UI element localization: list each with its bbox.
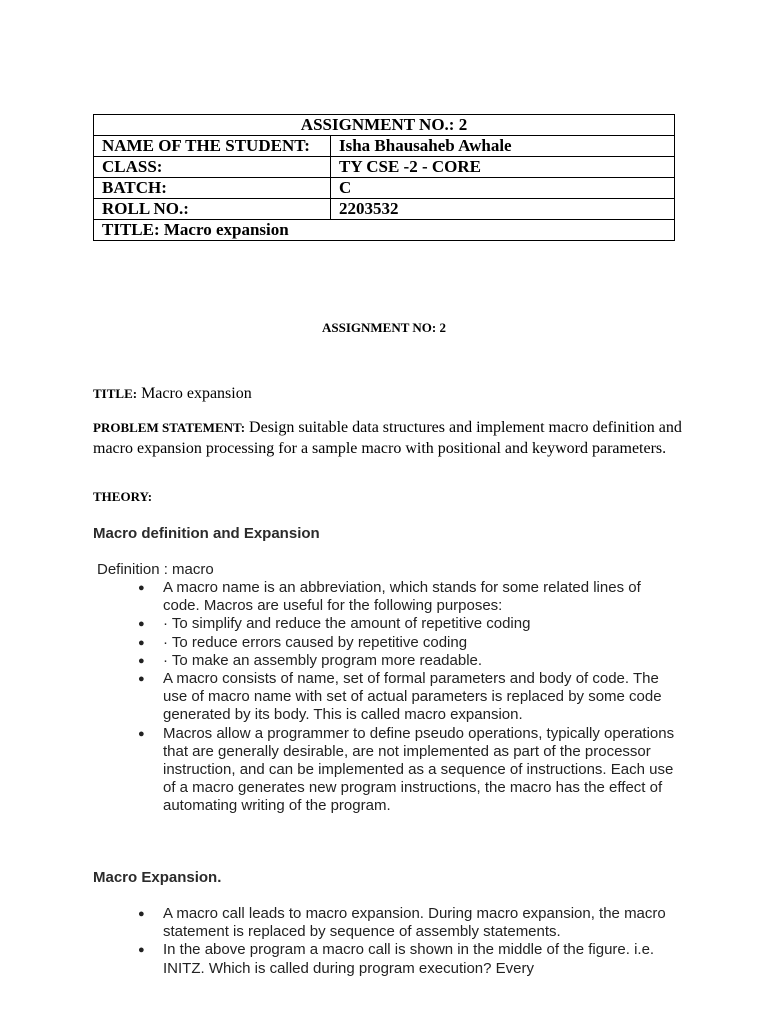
list-item-text: A macro name is an abbreviation, which stands for some related lines of code. Macros are useful for the following purposes: [163,579,641,615]
list-item-text: A macro call leads to macro expansion. During macro expansion, the macro statement is replaced by sequence of assembly statements. [163,905,666,941]
expansion-bullet-list [138,905,678,978]
list-item [138,670,678,725]
list-item [138,905,678,941]
batch-label: BATCH: [94,178,331,199]
problem-statement-text: Design suitable data structures and implement macro definition and macro expansion processing for a sample macro with positional and keyword parameters. [93,419,682,457]
definition-bullet-list [138,579,678,816]
theory-label: THEORY: [93,489,153,504]
title-label: TITLE: [93,386,138,401]
batch-value: C [331,178,675,199]
student-name-label: NAME OF THE STUDENT: [94,136,331,157]
list-item-text: Macros allow a programmer to define pseudo operations, typically operations that are generally desirable, are not implemented as part of the processor instruction, and can be implemented as a sequence of instructions. Each use of a macro generates new program instructions, the macro has the effect of automating writing of the program. [163,724,675,815]
list-item-text: A macro consists of name, set of formal parameters and body of code. The use of macro name with set of actual parameters is replaced by some code generated by its body. This is called macro expansion. [163,670,662,724]
table-row [94,136,675,157]
table-title-row-text: TITLE: Macro expansion [94,220,675,241]
table-row [94,199,675,220]
table-row [94,178,675,199]
assignment-heading: ASSIGNMENT NO: 2 [321,320,446,335]
table-row [94,220,675,241]
list-item [138,615,678,633]
class-label: CLASS: [94,157,331,178]
list-item [138,579,678,615]
bullet-icon: ● [138,944,145,957]
class-value: TY CSE -2 - CORE [331,157,675,178]
bullet-icon: ● [138,636,145,649]
title-line [93,385,252,403]
table-title: ASSIGNMENT NO.: 2 [94,115,675,136]
list-item [138,725,678,816]
roll-no-value: 2203532 [331,199,675,220]
list-item [138,652,678,670]
list-item [138,634,678,652]
definition-label: Definition : macro [97,561,214,578]
bullet-icon: ● [138,908,145,920]
section-heading-macro-expansion: Macro Expansion. [93,869,222,886]
list-item-text: · To simplify and reduce the amount of repetitive coding [163,615,531,633]
problem-statement [93,417,683,459]
list-item-text: In the above program a macro call is shown in the middle of the figure. i.e. INITZ. Which is called during program execution? Every [163,941,655,977]
section-heading-macro-definition: Macro definition and Expansion [93,525,320,542]
assignment-info-table [93,114,675,241]
bullet-icon: ● [138,654,145,667]
bullet-icon: ● [138,727,145,740]
bullet-icon: ● [138,582,145,594]
student-name-value: Isha Bhausaheb Awhale [331,136,675,157]
problem-statement-label: PROBLEM STATEMENT: [93,420,246,435]
bullet-icon: ● [138,673,145,686]
table-row [94,157,675,178]
roll-no-label: ROLL NO.: [94,199,331,220]
list-item-text: · To make an assembly program more readable. [163,651,483,669]
list-item-text: · To reduce errors caused by repetitive coding [163,633,468,651]
list-item [138,941,678,977]
bullet-icon: ● [138,618,145,631]
table-title-row [94,115,675,136]
title-text: Macro expansion [141,385,252,402]
